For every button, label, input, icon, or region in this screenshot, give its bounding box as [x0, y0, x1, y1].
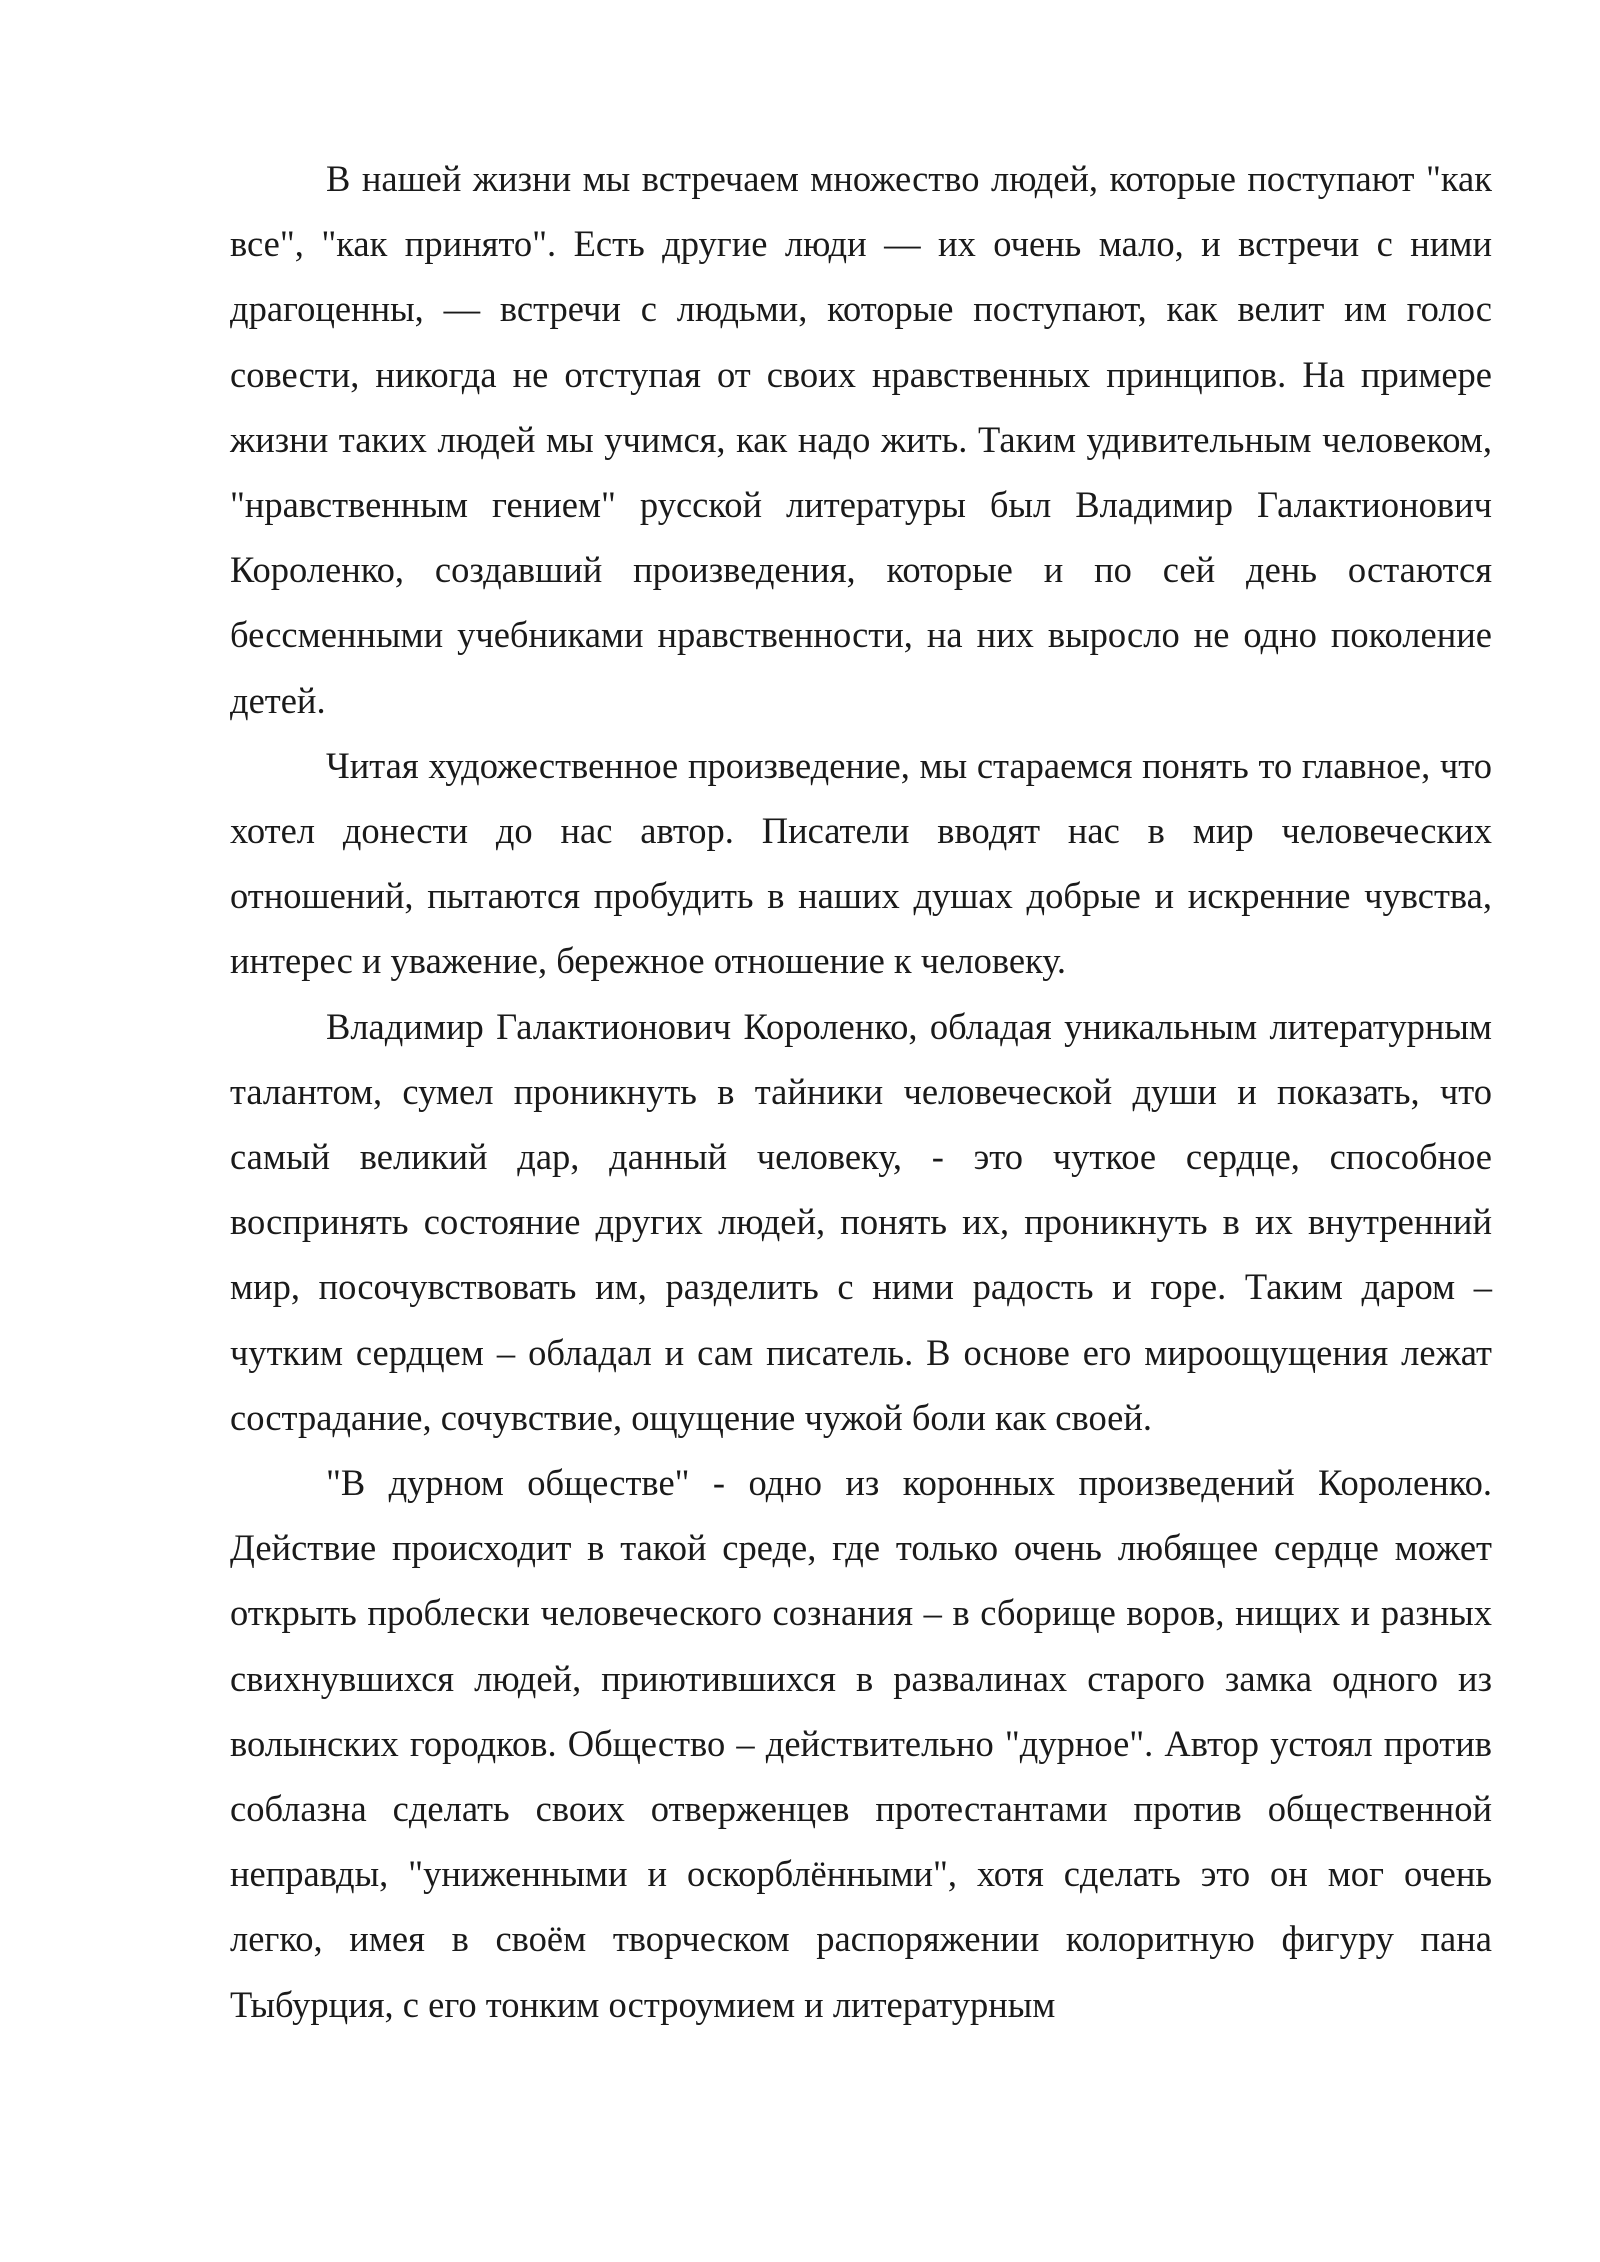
- paragraph-3: Владимир Галактионович Короленко, обладая уникальным литературным талантом, сумел проникнуть в тайники человеческой души и показать, что самый великий дар, данный человеку, - это чуткое сердце, способное воспринять состояние других людей, понять их, проникнуть в их внутренний мир, посочувствовать им, разделить с ними радость и горе. Таким даром – чутким сердцем – обладал и сам писатель. В основе его мироощущения лежат сострадание, сочувствие, ощущение чужой боли как своей.: [230, 1005, 1492, 1438]
- paragraph-4: "В дурном обществе" - одно из коронных произведений Короленко. Действие происходит в такой среде, где только очень любящее сердце может открыть проблески человеческого сознания – в сборище воров, нищих и разных свихнувшихся людей, приютившихся в развалинах старого замка одного из волынских городков. Общество – действительно "дурное". Автор устоял против соблазна сделать своих отверженцев протестантами против общественной неправды, "униженными и оскорблёнными", хотя сделать это он мог очень легко, имея в своём творческом распоряжении колоритную фигуру пана Тыбурция, с его тонким остроумием и литературным: [230, 1462, 1492, 2025]
- paragraph-2: Читая художественное произведение, мы стараемся понять то главное, что хотел донести до нас автор. Писатели вводят нас в мир человеческих отношений, пытаются пробудить в наших душах добрые и искренние чувства, интерес и уважение, бережное отношение к человеку.: [230, 744, 1492, 982]
- paragraph-1: В нашей жизни мы встречаем множество людей, которые поступают "как все", "как принято". Есть другие люди — их очень мало, и встречи с ними драгоценны, — встречи с людьми, которые поступают, как велит им голос совести, никогда не отступая от своих нравственных принципов. На примере жизни таких людей мы учимся, как надо жить. Таким удивительным человеком, "нравственным гением" русской литературы был Владимир Галактионович Короленко, создавший произведения, которые и по сей день остаются бессменными учебниками нравственности, на них выросло не одно поколение детей.: [230, 158, 1492, 721]
- document-body: [230, 146, 1492, 2037]
